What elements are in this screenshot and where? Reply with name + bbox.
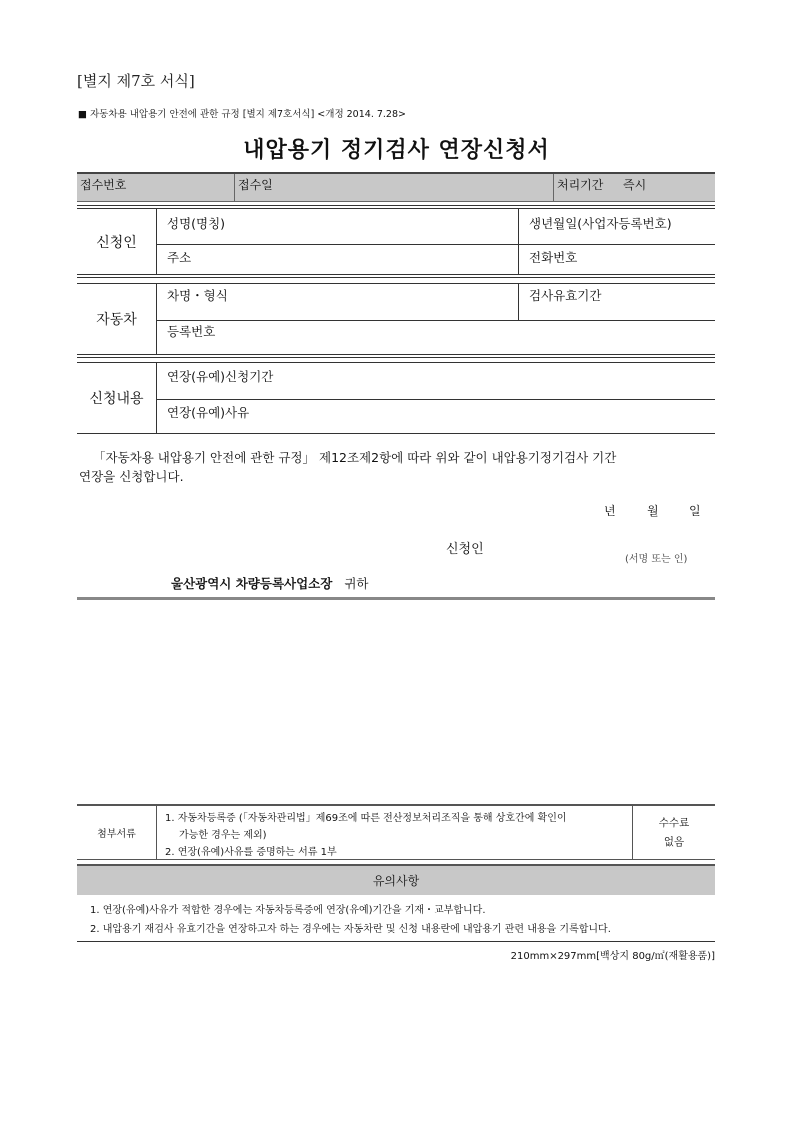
recipient — [171, 574, 368, 592]
note-item: 2. 내압용기 재검사 유효기간을 연장하고자 하는 경우에는 자동차란 및 신청 내용란에 내압용기 관련 내용을 기록합니다. — [90, 924, 611, 935]
regulation-reference: ■ 자동차용 내압용기 안전에 관한 규정 [별지 제7호서식] <개정 2014. 7.28> — [78, 109, 406, 120]
attachment-item: 가능한 경우는 제외) — [179, 830, 267, 841]
phone-field[interactable]: 전화번호 — [529, 250, 578, 265]
vehicle-section — [77, 283, 715, 355]
fee-value: 없음 — [663, 835, 685, 848]
statement-line-1: 「자동차용 내압용기 안전에 관한 규정」 제12조제2항에 따라 위와 같이 내압용기정기검사 기간 — [93, 450, 617, 465]
date-day[interactable]: 일 — [689, 504, 701, 518]
attachments-label: 첨부서류 — [77, 806, 157, 859]
page-title: 내압용기 정기검사 연장신청서 — [243, 138, 550, 163]
notes-title: 유의사항 — [372, 874, 420, 888]
applicant-section — [77, 208, 715, 275]
request-section-label: 신청내용 — [77, 363, 157, 433]
attachment-item: 2. 연장(유예)사유를 증명하는 서류 1부 — [165, 847, 337, 858]
inspection-validity-field[interactable]: 검사유효기간 — [529, 288, 602, 303]
registration-number-field[interactable]: 등록번호 — [167, 324, 216, 339]
signature-note[interactable]: (서명 또는 인) — [625, 554, 688, 565]
date-month[interactable]: 월 — [647, 504, 659, 518]
receipt-number-label: 접수번호 — [80, 178, 127, 192]
attachment-item: 1. 자동차등록증 (「자동차관리법」제69조에 따른 전산정보처리조직을 통해 상호간에 확인이 — [165, 813, 567, 824]
request-section — [77, 362, 715, 434]
extension-reason-field[interactable]: 연장(유예)사유 — [167, 405, 250, 420]
vehicle-model-field[interactable]: 차명・형식 — [167, 288, 228, 303]
attachments-table — [77, 804, 715, 860]
address-field[interactable]: 주소 — [167, 250, 192, 265]
application-statement — [79, 448, 708, 486]
note-item: 1. 연장(유예)사유가 적합한 경우에는 자동차등록증에 연장(유예)기간을 기재・교부합니다. — [90, 905, 486, 916]
notes-bottom-line — [77, 941, 715, 942]
attachments-list — [165, 810, 630, 861]
form-number: [별지 제7호 서식] — [77, 72, 195, 90]
fee-label: 수수료 — [658, 816, 690, 829]
notes-header — [77, 864, 715, 895]
birth-date-field[interactable]: 생년월일(사업자등록번호) — [529, 216, 672, 231]
notes-list — [90, 901, 715, 939]
paper-spec: 210mm×297mm[백상지 80g/㎡(재활용품)] — [510, 951, 715, 962]
recipient-honorific: 귀하 — [344, 576, 369, 591]
receipt-date-label: 접수일 — [238, 178, 273, 192]
statement-line-2: 연장을 신청합니다. — [79, 469, 184, 484]
applicant-section-label: 신청인 — [77, 209, 157, 274]
recipient-office: 울산광역시 차량등록사업소장 — [171, 576, 333, 591]
fee-cell — [632, 806, 715, 859]
processing-period-value: 즉시 — [623, 178, 647, 192]
processing-period-label: 처리기간 — [557, 178, 604, 192]
date-year[interactable]: 년 — [604, 504, 616, 518]
vehicle-section-label: 자동차 — [77, 284, 157, 354]
receipt-bar — [77, 172, 715, 202]
divider — [77, 597, 715, 600]
extension-period-field[interactable]: 연장(유예)신청기간 — [167, 369, 274, 384]
applicant-signature-label: 신청인 — [446, 542, 484, 557]
name-field[interactable]: 성명(명칭) — [167, 216, 226, 231]
